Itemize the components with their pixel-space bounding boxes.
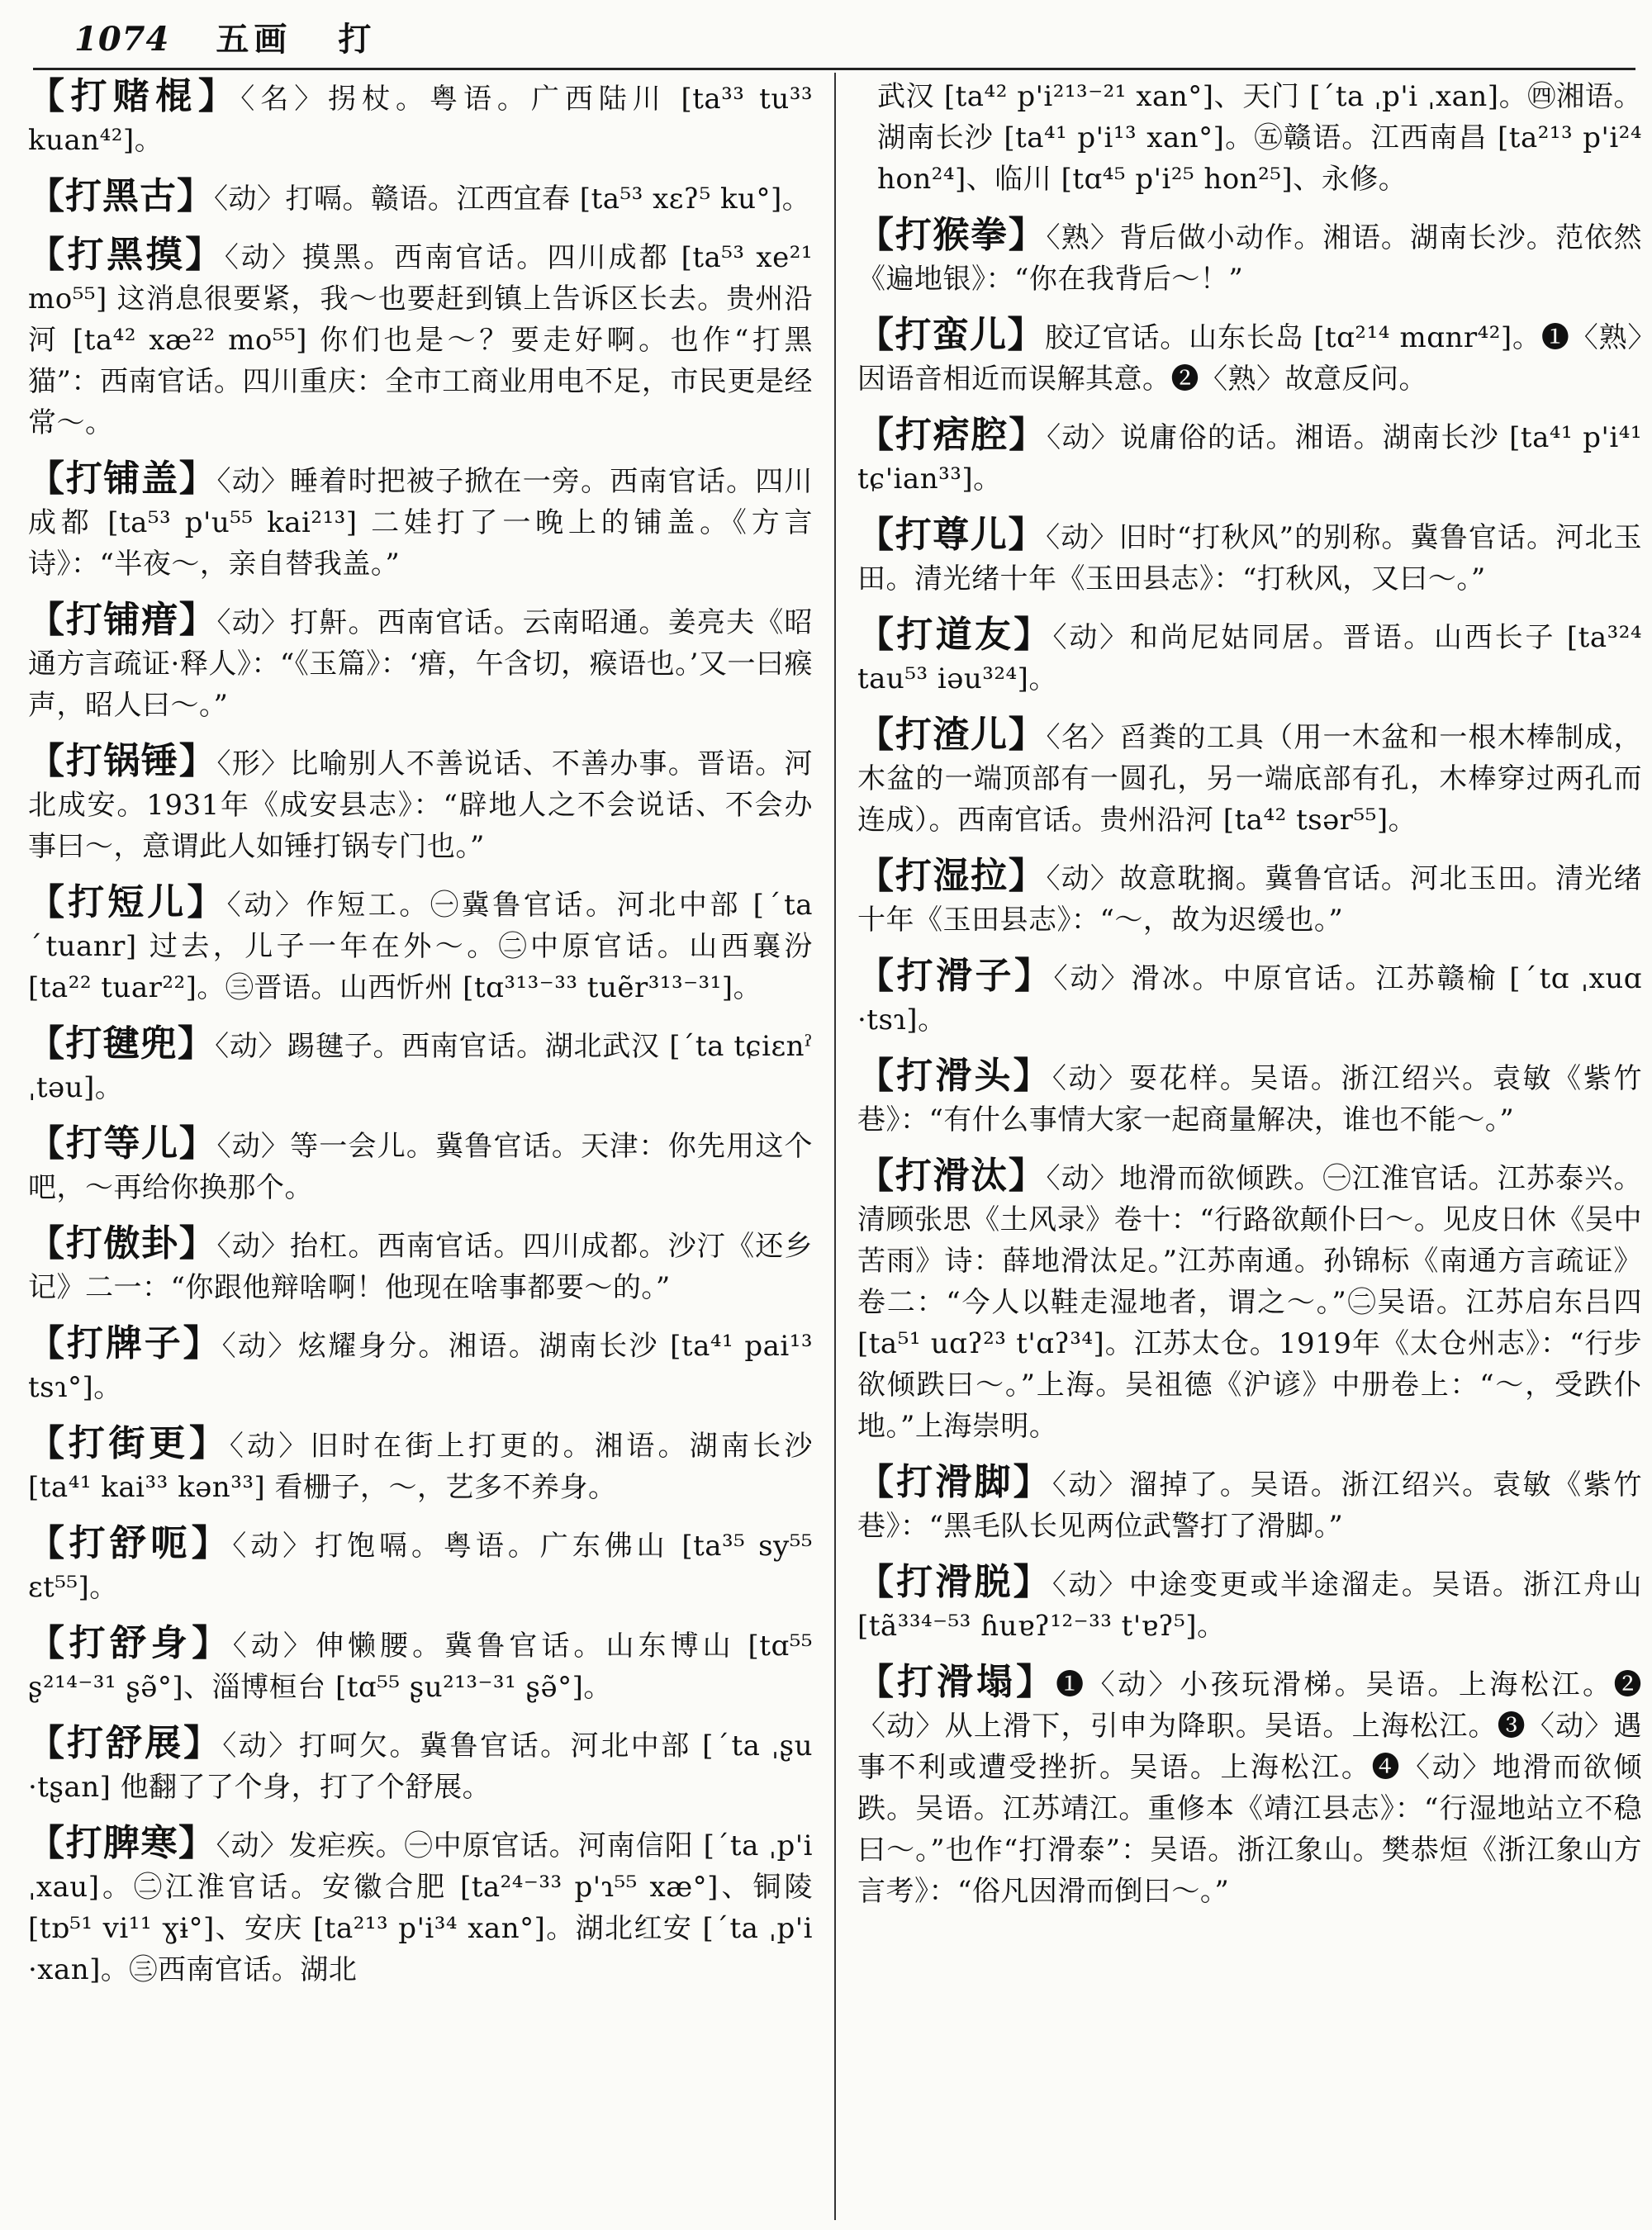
entry-headword: 【打铺盖】 [28, 458, 217, 500]
dictionary-entry [857, 614, 1642, 700]
entry-definition: ❶〈动〉小孩玩滑梯。吴语。上海松江。❷〈动〉从上滑下，引申为降职。吴语。上海松江。❸〈动〉遇事不利或遭受挫折。吴语。上海松江。❹〈动〉地滑而欲倾跌。吴语。江苏靖江。重修本《靖江县志》：“行湿地站立不稳曰～。”也作“打滑泰”：吴语。浙江象山。樊恭烜《浙江象山方言考》：“俗凡因滑而倒曰～。” [857, 1668, 1642, 1908]
entry-definition: 〈动〉说庸俗的话。湘语。湖南长沙 [ta⁴¹ p'i⁴¹ tɕ'ian³³]。 [857, 421, 1642, 496]
entry-definition: 〈动〉踢毽子。西南官话。湖北武汉 [ˊta tɕiɛnˀ ˌtəu]。 [28, 1030, 813, 1104]
entry-headword: 【打滑子】 [857, 955, 1054, 997]
dictionary-entry [857, 856, 1642, 941]
dictionary-entry [28, 458, 813, 585]
entry-headword: 【打滑汰】 [857, 1155, 1047, 1197]
dictionary-entry [28, 1423, 813, 1508]
entry-headword: 【打街更】 [28, 1422, 230, 1464]
dictionary-entry [28, 76, 813, 161]
dictionary-entry [28, 1123, 813, 1208]
header-character: 打 [338, 20, 372, 59]
dictionary-entry [28, 741, 813, 867]
entry-headword: 【打傲卦】 [28, 1222, 217, 1264]
entry-definition: 〈动〉故意耽搁。冀鲁官话。河北玉田。清光绪十年《玉田县志》：“～，故为迟缓也。” [857, 862, 1642, 937]
dictionary-entry [857, 315, 1642, 400]
entry-definition: 〈动〉睡着时把被子掀在一旁。西南官话。四川成都 [ta⁵³ p'u⁵⁵ kai²¹³] 二娃打了一晚上的铺盖。《方言诗》：“半夜～，亲自替我盖。” [28, 465, 813, 581]
entry-definition: 〈动〉炫耀身分。湘语。湖南长沙 [ta⁴¹ pai¹³ tsɿ°]。 [28, 1330, 813, 1404]
dictionary-entry [28, 1323, 813, 1408]
entry-definition: 〈动〉滑冰。中原官话。江苏赣榆 [ˊtɑ ˌxuɑ ·tsɿ]。 [857, 962, 1642, 1037]
dictionary-entry [28, 176, 813, 220]
left-column [28, 76, 813, 2215]
entry-headword: 【打滑脱】 [857, 1561, 1052, 1603]
entry-definition: 〈动〉发疟疾。㊀中原官话。河南信阳 [ˊta ˌp'i ˌxau]。㊁江淮官话。安徽合肥 [ta²⁴⁻³³ p'ɿ⁵⁵ xæ°]、铜陵 [tɒ⁵¹ vi¹¹ ɣɨ°]、安庆 [ta²¹³ p'i³⁴ xan°]。湖北红安 [ˊta ˌp'i ·xan]。㊂西南官话。湖北 [28, 1829, 813, 1986]
entry-headword: 【打黑古】 [28, 175, 214, 217]
entry-definition: 〈动〉耍花样。吴语。浙江绍兴。袁敏《紫竹巷》：“有什么事情大家一起商量解决，谁也不能～。” [857, 1062, 1642, 1136]
entry-definition: 〈动〉中途变更或半途溜走。吴语。浙江舟山 [tã³³⁴⁻⁵³ ɦuɐʔ¹²⁻³³ t'ɐʔ⁵]。 [857, 1568, 1642, 1643]
dictionary-entry [857, 1056, 1642, 1141]
entry-definition: 〈名〉拐杖。粤语。广西陆川 [ta³³ tu³³ kuan⁴²]。 [28, 83, 813, 157]
dictionary-entry [857, 515, 1642, 600]
entry-headword: 【打道友】 [857, 614, 1053, 656]
dictionary-entry [857, 415, 1642, 500]
dictionary-entry [857, 76, 1642, 200]
entry-definition: 〈动〉打鼾。西南官话。云南昭通。姜亮夫《昭通方言疏证·释人》：“《玉篇》：‘瘄，午含切，瘊语也。’又一曰瘊声，昭人曰～。” [28, 606, 813, 722]
dictionary-entry [857, 1562, 1642, 1647]
entry-definition: 〈动〉溜掉了。吴语。浙江绍兴。袁敏《紫竹巷》：“黑毛队长见两位武警打了滑脚。” [857, 1468, 1642, 1543]
entry-definition: 〈动〉抬杠。西南官话。四川成都。沙汀《还乡记》二一：“你跟他辩啥啊！他现在啥事都要～的。” [28, 1230, 813, 1304]
dictionary-entry [28, 1223, 813, 1308]
page-header [74, 13, 371, 63]
entry-headword: 【打尊儿】 [857, 514, 1047, 556]
dictionary-entry [28, 235, 813, 444]
entry-definition: 〈动〉和尚尼姑同居。晋语。山西长子 [ta³²⁴ tau⁵³ iəu³²⁴]。 [857, 621, 1642, 695]
dictionary-entry [28, 1823, 813, 1990]
entry-headword: 【打铺瘄】 [28, 599, 217, 641]
header-rule [33, 68, 1635, 70]
dictionary-entry [857, 215, 1642, 300]
entry-headword: 【打猴拳】 [857, 214, 1047, 256]
entry-definition: 胶辽官话。山东长岛 [tɑ²¹⁴ mɑnr⁴²]。❶〈熟〉因语音相近而误解其意。❷〈熟〉故意反问。 [857, 321, 1642, 396]
entry-headword: 【打赌棍】 [28, 76, 241, 117]
entry-headword: 【打蛮儿】 [857, 314, 1045, 356]
dictionary-entry [28, 1723, 813, 1808]
entry-headword: 【打锅锤】 [28, 740, 217, 782]
entry-headword: 【打舒呃】 [28, 1522, 233, 1564]
column-divider [834, 73, 836, 2220]
entry-definition: 〈动〉打呵欠。冀鲁官话。河北中部 [ˊta ˌʂu ·tʂan] 他翻了了个身，打了个舒展。 [28, 1729, 813, 1804]
entry-definition: 〈动〉等一会儿。冀鲁官话。天津：你先用这个吧，～再给你换那个。 [28, 1130, 813, 1204]
entry-headword: 【打毽兜】 [28, 1022, 216, 1065]
dictionary-entry [28, 600, 813, 726]
entry-definition: 〈动〉伸懒腰。冀鲁官话。山东博山 [tɑ⁵⁵ ʂ²¹⁴⁻³¹ ʂə̃°]、淄博桓台 [tɑ⁵⁵ ʂu²¹³⁻³¹ ʂə̃°]。 [28, 1630, 813, 1704]
entry-headword: 【打短儿】 [28, 881, 227, 923]
dictionary-entry [28, 1523, 813, 1608]
right-column [857, 76, 1642, 2215]
entry-definition: 〈动〉旧时“打秋风”的别称。冀鲁官话。河北玉田。清光绪十年《玉田县志》：“打秋风，又曰～。” [857, 521, 1642, 595]
dictionary-entry [857, 956, 1642, 1041]
dictionary-entry [28, 882, 813, 1008]
entry-definition: 〈熟〉背后做小动作。湘语。湖南长沙。范依然《遍地银》：“你在我背后～！” [857, 221, 1642, 296]
section-title: 五画 [216, 20, 292, 59]
entry-definition: 〈动〉摸黑。西南官话。四川成都 [ta⁵³ xe²¹ mo⁵⁵] 这消息很要紧，我～也要赶到镇上告诉区长去。贵州沿河 [ta⁴² xæ²² mo⁵⁵] 你们也是～？要走好啊。也作“打黑猫”：西南官话。四川重庆：全市工商业用电不足，市民更是经常～。 [28, 241, 813, 439]
dictionary-entry [857, 1155, 1642, 1447]
entry-headword: 【打舒身】 [28, 1622, 233, 1664]
entry-headword: 【打等儿】 [28, 1122, 217, 1165]
dictionary-entry [28, 1623, 813, 1708]
entry-definition: 〈名〉舀粪的工具（用一木盆和一根木棒制成，木盆的一端顶部有一圆孔，另一端底部有孔，木棒穿过两孔而连成）。西南官话。贵州沿河 [ta⁴² tsər⁵⁵]。 [857, 721, 1642, 837]
entry-headword: 【打湿拉】 [857, 855, 1047, 897]
entry-headword: 【打痞腔】 [857, 414, 1047, 456]
entry-headword: 【打滑塌】 [857, 1661, 1056, 1703]
entry-definition: 〈动〉打饱嗝。粤语。广东佛山 [ta³⁵ sy⁵⁵ ɛt⁵⁵]。 [28, 1530, 813, 1604]
page-number: 1074 [74, 20, 170, 59]
dictionary-entry [857, 714, 1642, 841]
dictionary-entry [857, 1662, 1642, 1912]
dictionary-entry [857, 1462, 1642, 1547]
entry-definition: 〈动〉旧时在街上打更的。湘语。湖南长沙 [ta⁴¹ kai³³ kən³³] 看栅子，～，艺多不养身。 [28, 1430, 813, 1504]
dictionary-entry [28, 1023, 813, 1108]
entry-headword: 【打渣儿】 [857, 714, 1047, 756]
entry-headword: 【打牌子】 [28, 1322, 222, 1364]
entry-definition: 〈动〉打嗝。赣语。江西宜春 [ta⁵³ xɛʔ⁵ ku°]。 [214, 183, 811, 216]
entry-definition: 〈形〉比喻别人不善说话、不善办事。晋语。河北成安。1931年《成安县志》：“辟地人之不会说话、不会办事曰～，意谓此人如锤打锅专门也。” [28, 747, 813, 863]
entry-definition: 〈动〉地滑而欲倾跌。㊀江淮官话。江苏泰兴。清顾张思《土风录》卷十：“行路欲颠仆曰～。见皮日休《吴中苦雨》诗：薛地滑汰足。”江苏南通。孙锦标《南通方言疏证》卷二：“今人以鞋走湿地者，谓之～。”㊁吴语。江苏启东吕四 [ta⁵¹ uɑʔ²³ t'ɑʔ³⁴]。江苏太仓。1919年《太仓州志》：“行步欲倾跌曰～。”上海。吴祖德《沪谚》中册卷上：“～，受跌仆地。”上海崇明。 [857, 1162, 1642, 1443]
entry-headword: 【打滑头】 [857, 1055, 1052, 1097]
entry-headword: 【打黑摸】 [28, 234, 225, 276]
entry-headword: 【打舒展】 [28, 1722, 223, 1764]
entry-definition: 〈动〉作短工。㊀冀鲁官话。河北中部 [ˊta ˊtuanr] 过去，儿子一年在外～。㊁中原官话。山西襄汾 [ta²² tuar²²]。㊂晋语。山西忻州 [tɑ³¹³⁻³³ tuẽr³¹³⁻³¹]。 [28, 889, 813, 1004]
entry-headword: 【打脾寒】 [28, 1822, 216, 1864]
entry-headword: 【打滑脚】 [857, 1461, 1052, 1503]
entry-definition: 武汉 [ta⁴² p'i²¹³⁻²¹ xan°]、天门 [ˊta ˌp'i ˌxan]。㊃湘语。湖南长沙 [ta⁴¹ p'i¹³ xan°]。㊄赣语。江西南昌 [ta²¹³ p'i²⁴ hon²⁴]、临川 [tɑ⁴⁵ p'i²⁵ hon²⁵]、永修。 [877, 80, 1642, 196]
